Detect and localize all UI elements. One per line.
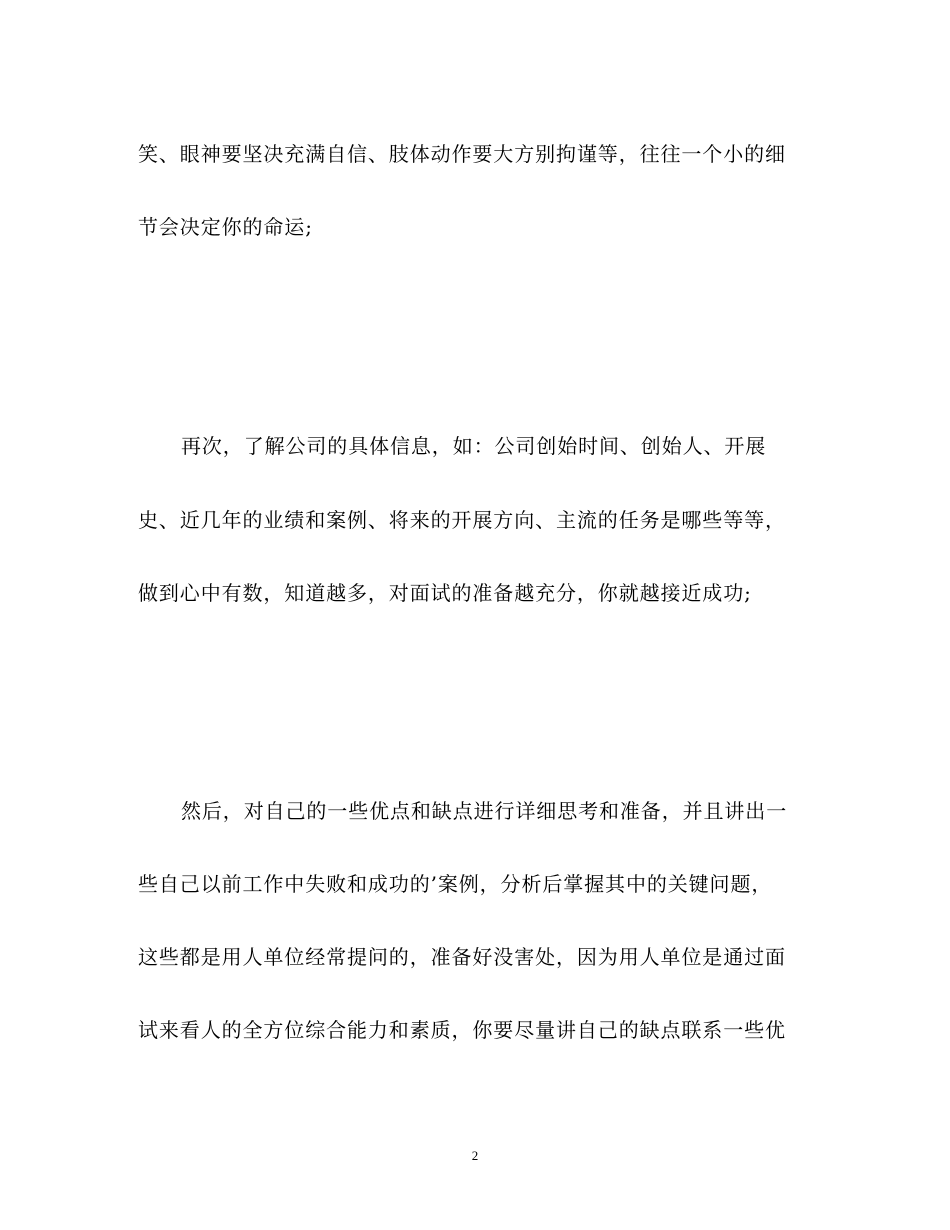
paragraph-2-line-3: 做到心中有数，知道越多，对面试的准备越充分，你就越接近成功; (138, 581, 752, 605)
paragraph-1-line-2: 节会决定你的命运; (138, 215, 313, 239)
paragraph-3-line-4: 试来看人的全方位综合能力和素质，你要尽量讲自己的缺点联系一些优 (138, 1018, 786, 1042)
paragraph-1-line-1: 笑、眼神要坚决充满自信、肢体动作要大方别拘谨等，往往一个小的细 (138, 142, 786, 166)
paragraph-3-line-3: 这些都是用人单位经常提问的，准备好没害处，因为用人单位是通过面 (138, 945, 786, 969)
page-number: 2 (471, 1148, 479, 1163)
paragraph-2-line-2: 史、近几年的业绩和案例、将来的开展方向、主流的任务是哪些等等， (138, 508, 786, 532)
paragraph-2-line-1: 再次，了解公司的具体信息，如：公司创始时间、创始人、开展 (181, 434, 767, 458)
paragraph-3-line-1: 然后，对自己的一些优点和缺点进行详细思考和准备，并且讲出一 (181, 799, 788, 823)
paragraph-3-line-2: 些自己以前工作中失败和成功的’案例，分析后掌握其中的关键问题， (138, 872, 773, 896)
